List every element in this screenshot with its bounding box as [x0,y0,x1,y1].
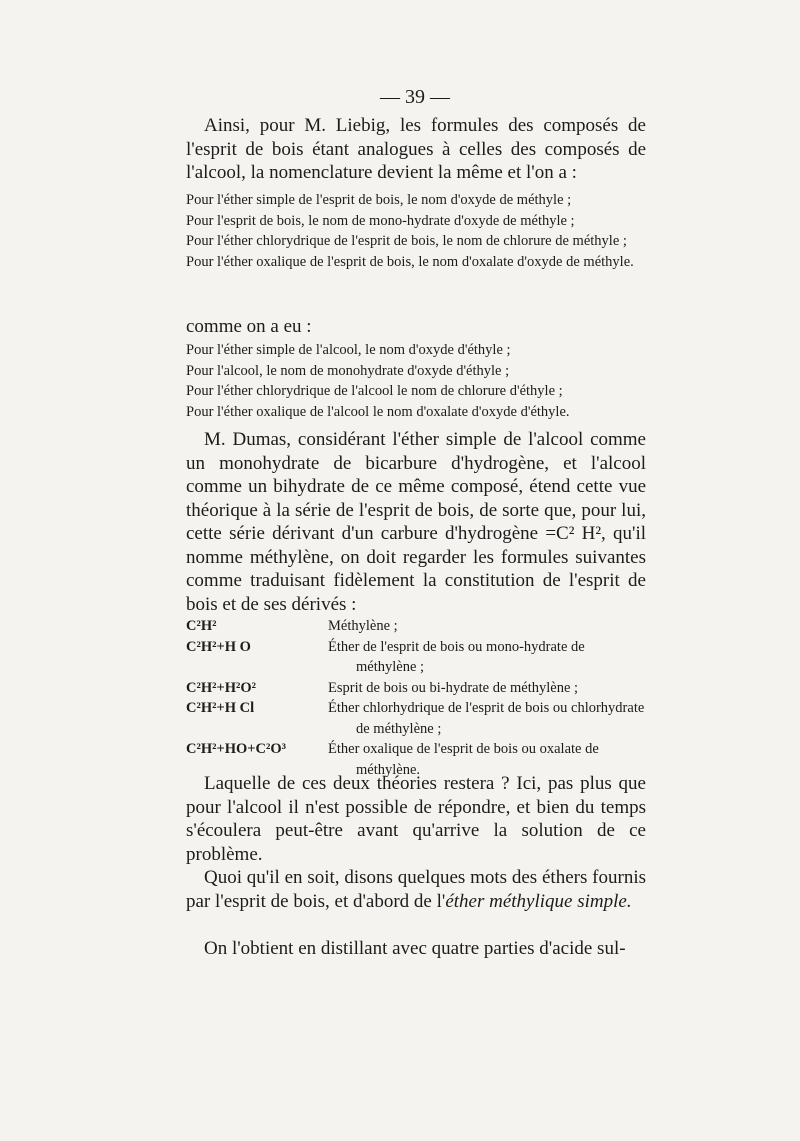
last-line: On l'obtient en distillant avec quatre parties d'acide sul- [204,938,626,959]
formula: C²H²+H Cl [186,700,255,716]
list-item: Pour l'alcool, le nom de monohydrate d'oxyde d'éthyle ; [186,362,510,379]
laquelle-paragraph: Laquelle de ces deux théories restera ? Ici, pas plus que pour l'alcool il n'est possible de répondre, et bien du temps s'écoulera peut-être avant qu'arrive la solution de ce problème. [186,773,646,865]
dumas-paragraph: M. Dumas, considérant l'éther simple de l'alcool comme un monohydrate de bicarbure d'hydrogène, et l'alcool comme un bihydrate de ce même composé, étend cette vue théorique à la série de l'esprit de bois, de sorte que, pour lui, cette série dérivant d'un carbure d'hydrogène =C² H², qu'il nomme méthylène, on doit regarder les formules suivantes comme traduisant fidèlement la constitution de l'esprit de bois et de ses dérivés : [186,429,646,615]
formula: C²H²+H²O² [186,679,256,696]
formula: C²H² [186,618,217,634]
page-number: — 39 — [380,86,450,108]
list-item: Pour l'éther oxalique de l'alcool le nom d'oxalate d'oxyde d'éthyle. [186,403,570,420]
formula-description: Esprit de bois ou bi-hydrate de méthylène ; [328,679,579,696]
formula-row [186,678,646,699]
comme-line: comme on a eu : [186,316,312,337]
list-item: Pour l'éther simple de l'esprit de bois, le nom d'oxyde de méthyle ; [186,192,572,208]
intro-paragraph: Ainsi, pour M. Liebig, les formules des composés de l'esprit de bois étant analogues à celles des composés de l'alcool, la nomenclature devient la même et l'on a : [186,115,646,183]
methyl-nomenclature-list [186,190,646,272]
list-item: Pour l'éther simple de l'alcool, le nom d'oxyde d'éthyle ; [186,342,511,358]
list-item: Pour l'esprit de bois, le nom de mono-hydrate d'oxyde de méthyle ; [186,212,575,229]
ethyl-nomenclature-list [186,340,646,422]
list-item: Pour l'éther oxalique de l'esprit de bois, le nom d'oxalate d'oxyde de méthyle. [186,253,634,270]
formula: C²H²+H O [186,638,251,655]
list-item: Pour l'éther chlorydrique de l'alcool le nom de chlorure d'éthyle ; [186,383,563,399]
formula-row [186,698,646,739]
italic-term: éther méthylique simple. [445,890,632,912]
formula-row [186,616,646,637]
formula-description: Éther oxalique de l'esprit de bois ou oxalate de méthylène. [328,741,599,778]
formula-row [186,637,646,678]
formula-description: Méthylène ; [328,618,398,634]
formula-description: Éther chlorhydrique de l'esprit de bois ou chlorhydrate de méthylène ; [328,700,645,737]
formula-table [186,616,646,780]
formula-description: Éther de l'esprit de bois ou mono-hydrate de méthylène ; [328,638,585,675]
quoi-paragraph: Quoi qu'il en soit, disons quelques mots des éthers fournis par l'esprit de bois, et d'abord de l'éther méthylique simple. [186,867,646,912]
formula: C²H²+HO+C²O³ [186,741,286,757]
list-item: Pour l'éther chlorydrique de l'esprit de bois, le nom de chlorure de méthyle ; [186,233,627,249]
